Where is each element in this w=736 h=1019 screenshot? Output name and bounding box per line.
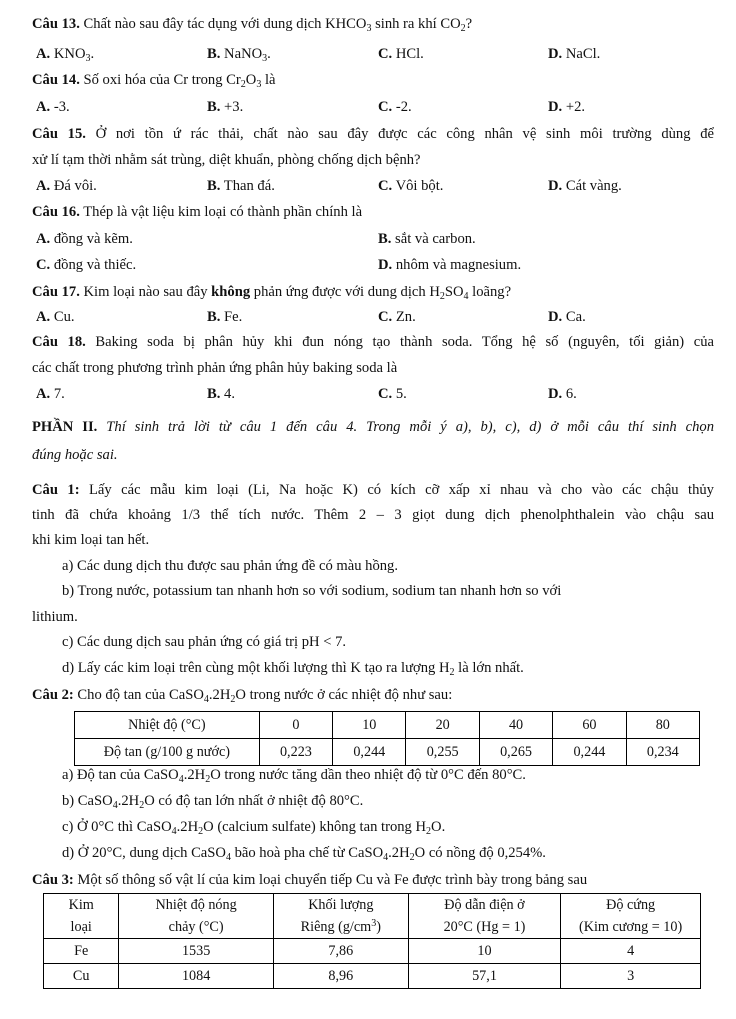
table-cell: 0,234 [626, 739, 699, 766]
table-cell: 8,96 [273, 964, 408, 989]
tf-1-statement-a: a) Các dung dịch thu được sau phản ứng đề có màu hồng. [62, 558, 399, 574]
table-cell: 80 [626, 712, 699, 739]
table-row [44, 939, 701, 964]
tf-question-2-stem: Câu 2: Cho độ tan của $CaSO_4.2H_2O$ trong nước ở các nhiệt độ như sau: [32, 687, 453, 705]
option-d[interactable]: D. nhôm và magnesium. [378, 257, 522, 273]
option-c[interactable]: C. Zn. [378, 309, 416, 325]
option-c[interactable]: C. đồng và thiếc. [36, 257, 137, 273]
table-header-cell: Khối lượng Riêng $(g/cm^3)$ [273, 894, 408, 939]
tf-question-1-line3: khi kim loại tan hết. [32, 532, 150, 548]
option-a[interactable]: A. Cu. [36, 309, 75, 325]
option-b[interactable]: B. +3. [207, 99, 244, 115]
table-cell: 57,1 [408, 964, 560, 989]
option-d[interactable]: D. Ca. [548, 309, 586, 325]
option-b[interactable]: B. sắt và carbon. [378, 231, 476, 247]
tf-question-3-stem: Câu 3: Một số thông số vật lí của kim loại chuyển tiếp Cu và Fe được trình bày trong bảng sau [32, 872, 588, 888]
table-cell: 0,265 [479, 739, 552, 766]
table-cell: 7,86 [273, 939, 408, 964]
table-header-cell: Độ dẫn điện ở 20°C (Hg = 1) [408, 894, 560, 939]
table-cell: 1084 [119, 964, 273, 989]
tf-2-statement-b: b) $CaSO_4.2H_2O$ có độ tan lớn nhất ở nhiệt độ 80°C. [62, 793, 364, 811]
table-cell: 0 [259, 712, 332, 739]
tf-1-statement-d: d) Lấy các kim loại trên cùng một khối lượng thì K tạo ra lượng $H_2$ là lớn nhất. [62, 660, 524, 678]
question-15-options [0, 177, 736, 195]
question-13-options [0, 45, 736, 63]
table-cell: 0,244 [333, 739, 406, 766]
table-cell: 20 [406, 712, 479, 739]
option-a[interactable]: A. -3. [36, 99, 70, 115]
question-17-options [0, 308, 736, 326]
question-14-options [0, 98, 736, 116]
question-16-stem: Câu 16. Thép là vật liệu kim loại có thành phần chính là [32, 204, 363, 220]
option-c[interactable]: C. Vôi bột. [378, 178, 444, 194]
option-c[interactable]: C. -2. [378, 99, 412, 115]
table-cell: 3 [561, 964, 701, 989]
table-cell: 0,255 [406, 739, 479, 766]
option-b[interactable]: B. 4. [207, 386, 235, 402]
question-14-stem: Câu 14. Số oxi hóa của Cr trong $Cr_2O_3$ là [32, 72, 276, 90]
option-a[interactable]: A. 7. [36, 386, 65, 402]
question-17-stem: Câu 17. Kim loại nào sau đây không phản ứng được với dung dịch $H_2SO_4$ loãng? [32, 284, 512, 302]
table-cell: 10 [408, 939, 560, 964]
table-header-cell: Nhiệt độ nóng chảy (°C) [119, 894, 273, 939]
table-header-cell: Kim loại [44, 894, 119, 939]
solubility-table [74, 711, 700, 766]
option-a[interactable]: A. Đá vôi. [36, 178, 97, 194]
table-cell: Fe [44, 939, 119, 964]
table-cell: 0,223 [259, 739, 332, 766]
table-cell: Nhiệt độ (°C) [75, 712, 260, 739]
table-cell: Độ tan (g/100 g nước) [75, 739, 260, 766]
question-18-stem-line2: các chất trong phương trình phản ứng phân hủy baking soda là [32, 360, 398, 376]
tf-2-statement-a: a) Độ tan của $CaSO_4.2H_2O$ trong nước tăng dần theo nhiệt độ từ 0°C đến 80°C. [62, 767, 526, 785]
question-16-options-row2 [0, 256, 736, 274]
table-row [75, 712, 700, 739]
metal-properties-table [43, 893, 701, 989]
table-cell: 1535 [119, 939, 273, 964]
option-c[interactable]: C. 5. [378, 386, 407, 402]
question-18-stem-line1: Câu 18. Baking soda bị phân hủy khi đun nóng tạo thành soda. Tổng hệ số (nguyên, tối giản) của [32, 334, 715, 350]
table-cell: 40 [479, 712, 552, 739]
table-cell: 0,244 [553, 739, 626, 766]
tf-2-statement-c: c) Ở 0°C thì $CaSO_4.2H_2O$ (calcium sulfate) không tan trong $H_2O$. [62, 819, 446, 837]
table-header-row [44, 894, 701, 939]
option-d[interactable]: D. 6. [548, 386, 577, 402]
table-row [44, 964, 701, 989]
tf-2-statement-d: d) Ở 20°C, dung dịch CaSO$_4$ bão hoà pha chế từ $CaSO_4.2H_2O$ có nồng độ 0,254%. [62, 845, 546, 863]
option-b[interactable]: B. NaNO$_3$. [207, 46, 271, 64]
question-15-stem-line1: Câu 15. Ở nơi tồn ứ rác thải, chất nào sau đây được các công nhân vệ sinh môi trường dùng để [32, 126, 714, 142]
table-row [75, 739, 700, 766]
tf-1-statement-b-line1: b) Trong nước, potassium tan nhanh hơn so với sodium, sodium tan nhanh hơn so với [62, 583, 562, 599]
tf-1-statement-b-line2: lithium. [32, 609, 78, 625]
tf-question-1-line1: Câu 1: Lấy các mẫu kim loại (Li, Na hoặc K) có kích cỡ xấp xỉ nhau và cho vào các chậu thủy [32, 482, 714, 498]
option-d[interactable]: D. NaCl. [548, 46, 601, 62]
option-a[interactable]: A. đồng và kẽm. [36, 231, 133, 247]
tf-1-statement-c: c) Các dung dịch sau phản ứng có giá trị pH < 7. [62, 634, 347, 650]
table-cell: 4 [561, 939, 701, 964]
question-16-options-row1 [0, 230, 736, 248]
option-a[interactable]: A. $KNO_3$. [36, 46, 95, 64]
question-13-stem: Câu 13. Chất nào sau đây tác dụng với dung dịch $KHCO_3$ sinh ra khí $CO_2$? [32, 16, 473, 34]
tf-question-1-line2: tinh đã chứa khoảng 1/3 thể tích nước. Thêm 2 – 3 giọt dung dịch phenolphthalein vào chậu sau [32, 507, 714, 523]
option-c[interactable]: C. HCl. [378, 46, 424, 62]
part-2-instructions-line2: đúng hoặc sai. [32, 447, 118, 463]
question-15-stem-line2: xử lí tạm thời nhằm sát trùng, diệt khuẩn, phòng chống dịch bệnh? [32, 152, 421, 168]
table-cell: Cu [44, 964, 119, 989]
question-18-options [0, 385, 736, 403]
table-header-cell: Độ cứng (Kim cương = 10) [561, 894, 701, 939]
option-b[interactable]: B. Fe. [207, 309, 243, 325]
option-d[interactable]: D. +2. [548, 99, 586, 115]
table-cell: 10 [333, 712, 406, 739]
table-cell: 60 [553, 712, 626, 739]
option-b[interactable]: B. Than đá. [207, 178, 275, 194]
option-d[interactable]: D. Cát vàng. [548, 178, 622, 194]
part-2-instructions-line1: PHẦN II. Thí sinh trả lời từ câu 1 đến câu 4. Trong mỗi ý a), b), c), d) ở mỗi câu thí sinh chọn [32, 419, 715, 435]
